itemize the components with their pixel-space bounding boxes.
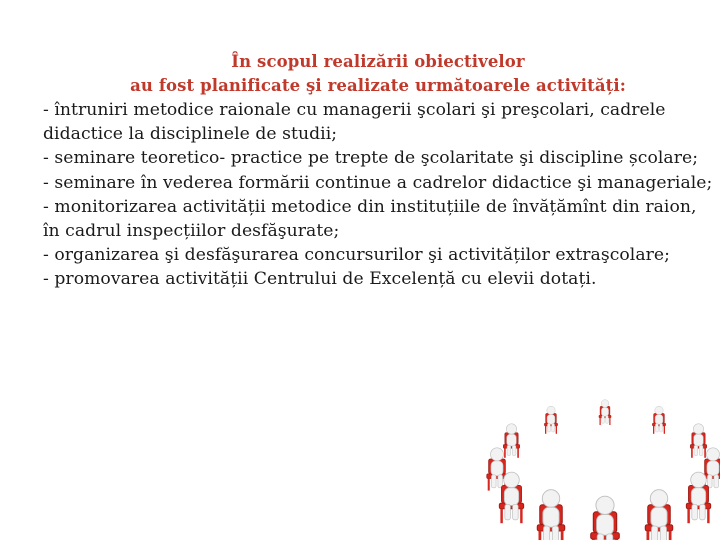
seated-figure	[686, 472, 710, 523]
activity-item: - organizarea şi desfăşurarea concursurilor şi activităților extraşcolare;	[43, 245, 670, 266]
heading-line-1: În scopul realizării obiectivelor	[231, 52, 525, 71]
slide-content	[43, 50, 713, 292]
activities-list	[43, 98, 713, 292]
activity-item: - seminare teoretico- practice pe trepte de şcolaritate şi discipline școlare;	[43, 148, 699, 169]
activity-item: - întruniri metodice raionale cu managerii şcolari şi preşcolari, cadrele didactice la disciplinele de studii;	[43, 100, 666, 145]
seated-figure	[544, 406, 557, 434]
heading	[43, 50, 713, 98]
activity-item: - seminare în vederea formării continue a cadrelor didactice şi manageriale;	[43, 172, 713, 193]
seated-figure	[599, 400, 611, 425]
seated-figure	[690, 424, 706, 458]
activity-item: - promovarea activității Centrului de Excelență cu elevii dotați.	[43, 269, 597, 290]
seated-figure	[499, 472, 523, 523]
meeting-circle-illustration	[470, 380, 720, 540]
seated-figure	[652, 406, 665, 434]
heading-line-2: au fost planificate şi realizate următoarele activități:	[130, 76, 626, 95]
meeting-circle-icon	[470, 380, 720, 540]
seated-figure	[645, 490, 673, 540]
seated-figure	[537, 490, 565, 540]
seated-figure	[591, 496, 620, 540]
activity-item: - monitorizarea activității metodice din instituțiile de învățămînt din raion, în cadrul inspecțiilor desfăşurate;	[43, 196, 697, 242]
seated-figure	[503, 424, 519, 458]
